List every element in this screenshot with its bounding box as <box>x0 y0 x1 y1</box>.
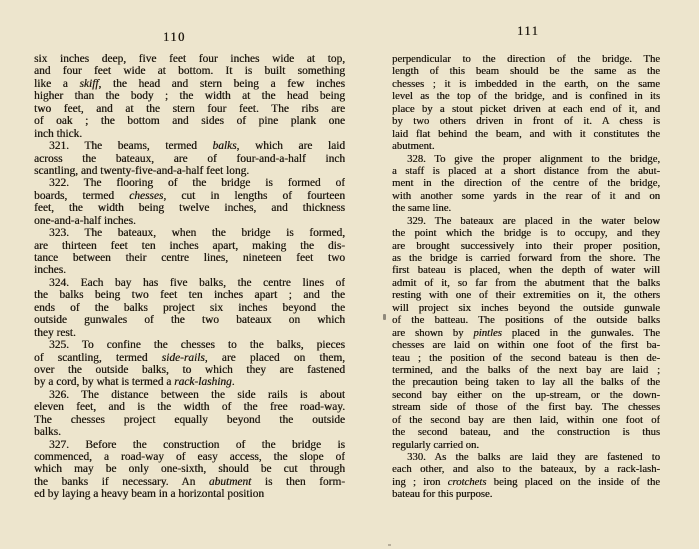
text-span: 322. The flooring of the bridge is formed of <box>49 177 345 190</box>
text-line <box>34 215 345 227</box>
text-line <box>392 339 660 351</box>
text-line <box>34 451 345 463</box>
page-110-text-column <box>34 53 345 501</box>
text-line <box>392 252 660 264</box>
text-span: level as the top of the bridge, and is confined in its <box>392 90 660 103</box>
text-line <box>34 426 345 438</box>
text-line <box>34 103 345 115</box>
text-line <box>34 389 345 401</box>
text-line <box>392 289 660 301</box>
text-span: are brought successively into their proper position, <box>392 239 660 252</box>
text-line <box>392 451 660 463</box>
text-line <box>392 240 660 252</box>
text-span: a staff is placed at a short distance from the abut- <box>392 164 660 177</box>
text-span: the precaution being taken to lay all the balks of the <box>392 376 660 389</box>
text-span: , which are laid <box>236 140 345 153</box>
text-span: 329. The bateaux are placed in the water below <box>407 214 660 227</box>
text-line <box>392 264 660 276</box>
text-line <box>392 215 660 227</box>
text-line <box>34 78 345 90</box>
text-line <box>392 53 660 65</box>
text-line <box>392 115 660 127</box>
text-line <box>392 364 660 376</box>
text-line <box>34 488 345 500</box>
text-line <box>34 227 345 239</box>
text-line <box>34 240 345 252</box>
text-line <box>392 65 660 77</box>
text-span: perpendicular to the direction of the bridge. The <box>392 53 660 65</box>
text-line <box>392 202 660 214</box>
text-span: as the bridge is carried forward from the shore. The <box>392 252 660 264</box>
text-span: balks. <box>34 426 61 439</box>
text-span: resting with one of their extremities on it, the others <box>392 289 660 302</box>
text-span: of the second bay are then laid, within one foot of <box>392 413 660 426</box>
text-span: placed in the gunwales. The <box>501 326 660 339</box>
page-number-left: 110 <box>163 30 186 44</box>
text-line <box>392 439 660 451</box>
text-span: admit of it, so far from the abutment that the balks <box>392 276 660 289</box>
text-line <box>392 277 660 289</box>
text-line <box>392 165 660 177</box>
text-line <box>34 401 345 413</box>
text-line <box>392 190 660 202</box>
text-span: six inches deep, five feet four inches wide at top, <box>34 53 345 65</box>
text-line <box>34 339 345 351</box>
text-span: 321. The beams, termed <box>49 140 213 153</box>
text-span: they rest. <box>34 326 76 339</box>
text-line <box>34 327 345 339</box>
text-span: feet, the width being twelve inches, and thickness <box>34 202 345 215</box>
text-line <box>34 177 345 189</box>
text-span: ing ; iron <box>392 475 448 488</box>
text-span: across the bateaux, are of four-and-a-half inch <box>34 152 345 165</box>
text-span: higher than the body ; the width at the head being <box>34 90 345 103</box>
text-line <box>392 128 660 140</box>
text-line <box>392 389 660 401</box>
text-line <box>392 90 660 102</box>
text-line <box>34 140 345 152</box>
text-span: bateau for this purpose. <box>392 488 493 501</box>
text-span: the banks if necessary. An <box>34 475 209 488</box>
text-span: one-and-a-half inches. <box>34 214 136 227</box>
text-span: termined, and the balks of the next bay are laid ; <box>392 363 660 376</box>
text-span: are thirteen feet ten inches apart, making the dis- <box>34 239 345 252</box>
text-span: ed by laying a heavy beam in a horizontal position <box>34 488 264 501</box>
text-span: 330. As the balks are laid they are fastened to <box>407 451 660 463</box>
text-span: the same line. <box>392 202 452 215</box>
italic-term: side-rails <box>161 351 205 364</box>
text-span: 327. Before the construction of the bridge is <box>49 438 345 451</box>
text-span: . <box>231 376 235 389</box>
page-111-text-column <box>392 53 660 501</box>
italic-term: balks <box>212 140 237 153</box>
text-line <box>34 53 345 65</box>
text-line <box>392 314 660 326</box>
text-span: laid flat behind the beam, and with it constitutes the <box>392 127 660 140</box>
text-span: chesses are laid on within one foot of the first ba- <box>392 339 660 352</box>
text-line <box>34 414 345 426</box>
italic-term: chesses <box>129 189 164 202</box>
text-span: of scantling, termed <box>34 351 162 364</box>
text-line <box>34 165 345 177</box>
text-span: 326. The distance between the side rails is about <box>49 388 345 401</box>
text-line <box>392 414 660 426</box>
text-span: each other, and also to the bateaux, by a rack-lash- <box>392 463 660 476</box>
text-span: 324. Each bay has five balks, the centre lines of <box>49 276 345 289</box>
text-span: , the head and stern being a few inches <box>98 77 345 90</box>
text-span: 328. To give the proper alignment to the bridge, <box>407 152 660 165</box>
text-line <box>392 352 660 364</box>
text-span: ment in the direction of the centre of the bridge, <box>392 177 660 190</box>
text-line <box>392 78 660 90</box>
italic-term: crotchets <box>447 475 487 488</box>
text-span: 323. The bateaux, when the bridge is formed, <box>49 227 345 240</box>
text-line <box>392 103 660 115</box>
text-line <box>34 314 345 326</box>
italic-term: pintles <box>473 326 502 339</box>
text-span: over the outside balks, to which they are fastened <box>34 363 345 376</box>
text-span: teau ; the position of the second bateau is then de- <box>392 351 660 364</box>
text-span: regularly carried on. <box>392 438 479 451</box>
text-line <box>34 277 345 289</box>
text-span: outside gunwales of the two bateaux on which <box>34 314 345 327</box>
text-line <box>34 153 345 165</box>
italic-term: rack-lashing <box>174 376 232 389</box>
text-span: with another some yards in the rear of it and on <box>392 189 660 202</box>
text-span: 325. To confine the chesses to the balks, pieces <box>49 339 345 352</box>
text-line <box>34 352 345 364</box>
text-span: ends of the balks project six inches beyond the <box>34 301 345 314</box>
page-number-right: 111 <box>517 24 540 38</box>
text-line <box>392 476 660 488</box>
text-span: eleven feet, and is the width of the free road-way. <box>34 401 345 414</box>
text-span: tance between their centre lines, nineteen feet two <box>34 252 345 264</box>
text-line <box>392 140 660 152</box>
scan-speck <box>388 544 391 546</box>
text-span: two feet, and at the stern four feet. The ribs are <box>34 102 345 115</box>
text-line <box>34 302 345 314</box>
text-line <box>34 252 345 264</box>
text-line <box>392 227 660 239</box>
text-span: the balks being two feet ten inches apart ; and the <box>34 289 345 302</box>
text-span: length of this beam should be the same as the <box>392 65 660 78</box>
text-line <box>392 376 660 388</box>
text-span: of the batteau. The positions of the outside balks <box>392 314 660 327</box>
text-line <box>392 302 660 314</box>
text-span: , are placed on them, <box>204 351 345 364</box>
text-line <box>34 202 345 214</box>
text-line <box>34 463 345 475</box>
text-span: commenced, a road-way of easy access, the slope of <box>34 451 345 463</box>
text-span: is then form- <box>251 475 345 488</box>
text-span: second bay either on the up-stream, or the down- <box>392 388 660 401</box>
text-span: which may be only one-sixth, should be cut through <box>34 463 345 476</box>
text-span: chesses ; it is imbedded in the earth, on the same <box>392 77 660 90</box>
text-span: and four feet wide at bottom. It is built something <box>34 65 345 78</box>
text-line <box>34 476 345 488</box>
text-line <box>34 376 345 388</box>
text-span: by a cord, by what is termed a <box>34 376 175 389</box>
text-span: boards, termed <box>34 189 130 202</box>
text-span: are shown by <box>392 326 474 339</box>
text-line <box>34 364 345 376</box>
text-span: the second bateau, and the construction is thus <box>392 426 660 439</box>
italic-term: skiff <box>79 77 99 90</box>
text-span: inch thick. <box>34 127 83 140</box>
text-span: The chesses project equally beyond the outside <box>34 413 345 426</box>
text-line <box>392 488 660 500</box>
text-span: of oak ; the bottom and sides of pine plank one <box>34 115 345 128</box>
text-span: inches. <box>34 264 66 277</box>
text-span: first bateau is placed, when the depth of water will <box>392 264 660 277</box>
text-span: like a <box>34 77 80 90</box>
text-span: abutment. <box>392 140 435 153</box>
text-line <box>392 426 660 438</box>
scan-speck <box>383 314 386 320</box>
text-line <box>34 190 345 202</box>
text-line <box>34 289 345 301</box>
text-span: the point which the bridge is to occupy, and they <box>392 227 660 240</box>
text-span: scantling, and twenty-five-and-a-half feet long. <box>34 164 250 177</box>
text-span: being placed on the inside of the <box>486 475 660 488</box>
text-line <box>34 128 345 140</box>
text-line <box>34 90 345 102</box>
italic-term: abutment <box>208 475 252 488</box>
text-line <box>392 153 660 165</box>
text-line <box>392 463 660 475</box>
text-span: place by a stout picket driven at each end of it, and <box>392 102 660 115</box>
text-span: , cut in lengths of fourteen <box>163 189 345 202</box>
text-line <box>34 264 345 276</box>
text-line <box>392 327 660 339</box>
text-line <box>34 65 345 77</box>
text-line <box>392 401 660 413</box>
text-line <box>34 115 345 127</box>
text-line <box>392 177 660 189</box>
text-span: will project six inches beyond the outside gunwale <box>392 301 660 314</box>
text-line <box>34 439 345 451</box>
text-span: by two others driven in front of it. A chess is <box>392 115 660 128</box>
text-span: stream side of those of the first bay. The chesses <box>392 401 660 414</box>
